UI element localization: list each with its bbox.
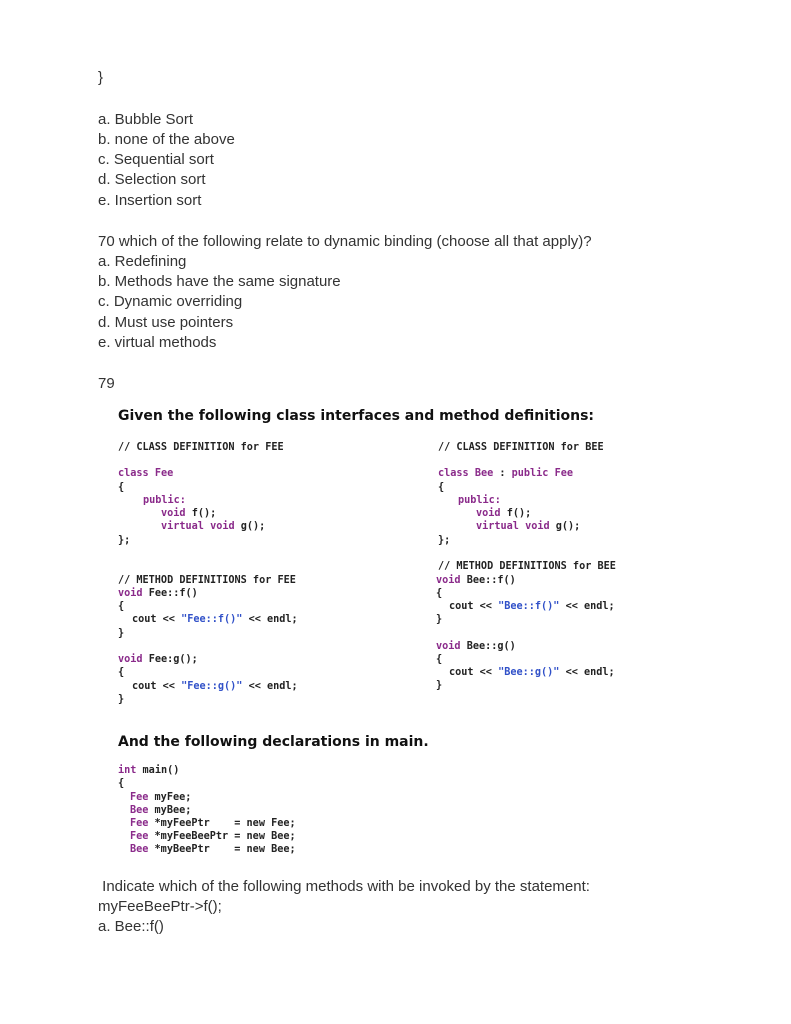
main-decl bbox=[130, 817, 296, 830]
main-decl bbox=[130, 791, 191, 804]
fee-f-close: } bbox=[118, 628, 125, 639]
method-sig: Fee:g(); bbox=[148, 654, 198, 665]
q79-number: 79 bbox=[98, 375, 115, 392]
fee-g-open: { bbox=[118, 667, 125, 678]
main-decl bbox=[130, 830, 296, 843]
keyword: void bbox=[161, 508, 186, 519]
decl-rest: myFee; bbox=[154, 792, 192, 803]
main-decl bbox=[130, 843, 296, 856]
fee-class-decl bbox=[118, 467, 173, 480]
q70-option-a: a. Redefining bbox=[98, 253, 187, 270]
method-sig: g(); bbox=[555, 521, 581, 532]
fee-f-signature bbox=[118, 587, 198, 600]
fee-class-method-g bbox=[161, 520, 265, 533]
q79-question-line2: myFeeBeePtr->f(); bbox=[98, 898, 222, 915]
class-name: Bee bbox=[474, 468, 494, 479]
decl-rest: *myBeePtr = new Bee; bbox=[154, 844, 296, 855]
type-name: Fee bbox=[130, 792, 149, 803]
prev-option-d: d. Selection sort bbox=[98, 171, 206, 188]
keyword: int bbox=[118, 765, 137, 776]
q79-question-line1: Indicate which of the following methods with be invoked by the statement: bbox=[98, 878, 590, 895]
string-literal: "Bee::f()" bbox=[498, 601, 560, 612]
bee-g-signature bbox=[436, 640, 516, 653]
bee-f-close: } bbox=[436, 614, 443, 625]
prev-option-a: a. Bubble Sort bbox=[98, 111, 194, 128]
q79-option-a: a. Bee::f() bbox=[98, 918, 164, 935]
cout: cout << bbox=[132, 614, 175, 625]
type-name: Fee bbox=[130, 831, 149, 842]
type-name: Bee bbox=[130, 844, 149, 855]
endl: << endl; bbox=[565, 601, 615, 612]
bee-f-open: { bbox=[436, 588, 443, 599]
bee-f-signature bbox=[436, 574, 516, 587]
endl: << endl; bbox=[248, 614, 298, 625]
cout: cout << bbox=[449, 667, 492, 678]
prev-option-e: e. Insertion sort bbox=[98, 192, 202, 209]
fee-class-close: }; bbox=[118, 535, 131, 546]
fee-class-access: public: bbox=[143, 495, 186, 506]
fee-g-body bbox=[132, 680, 298, 693]
bee-g-open: { bbox=[436, 654, 443, 665]
fee-class-open: { bbox=[118, 482, 125, 493]
method-sig: g(); bbox=[240, 521, 266, 532]
separator: : bbox=[499, 468, 506, 479]
method-sig: f(); bbox=[506, 508, 532, 519]
method-sig: Fee::f() bbox=[148, 588, 198, 599]
bee-class-close: }; bbox=[438, 535, 451, 546]
main-sig: main() bbox=[142, 765, 180, 776]
bee-f-body bbox=[449, 600, 615, 613]
figure-heading: Given the following class interfaces and method definitions: bbox=[118, 408, 595, 424]
bee-g-close: } bbox=[436, 680, 443, 691]
fee-f-body bbox=[132, 613, 298, 626]
endl: << endl; bbox=[565, 667, 615, 678]
keyword: void bbox=[436, 575, 461, 586]
decl-rest: *myFeePtr = new Fee; bbox=[154, 818, 296, 829]
method-sig: f(); bbox=[191, 508, 217, 519]
keyword: class bbox=[118, 468, 149, 479]
bee-g-body bbox=[449, 666, 615, 679]
string-literal: "Fee::g()" bbox=[181, 681, 243, 692]
method-sig: Bee::f() bbox=[466, 575, 516, 586]
keyword: class bbox=[438, 468, 469, 479]
prev-option-c: c. Sequential sort bbox=[98, 151, 214, 168]
bee-class-access: public: bbox=[458, 495, 501, 506]
bee-class-method-g bbox=[476, 520, 580, 533]
fee-g-close: } bbox=[118, 694, 125, 705]
keyword: public bbox=[511, 468, 549, 479]
q70-option-c: c. Dynamic overriding bbox=[98, 293, 243, 310]
bee-class-open: { bbox=[438, 482, 445, 493]
keyword: virtual void bbox=[476, 521, 550, 532]
main-signature bbox=[118, 764, 179, 777]
bee-class-method-f bbox=[476, 507, 531, 520]
fee-methods-comment: // METHOD DEFINITIONS for FEE bbox=[118, 575, 296, 586]
main-heading: And the following declarations in main. bbox=[118, 734, 429, 750]
string-literal: "Fee::f()" bbox=[181, 614, 243, 625]
base-class-name: Fee bbox=[554, 468, 573, 479]
cout: cout << bbox=[449, 601, 492, 612]
bee-class-decl bbox=[438, 467, 573, 480]
fee-class-comment: // CLASS DEFINITION for FEE bbox=[118, 442, 284, 453]
keyword: void bbox=[118, 588, 143, 599]
main-decl bbox=[130, 804, 191, 817]
keyword: virtual void bbox=[161, 521, 235, 532]
type-name: Fee bbox=[130, 818, 149, 829]
string-literal: "Bee::g()" bbox=[498, 667, 560, 678]
fee-class-method-f bbox=[161, 507, 216, 520]
method-sig: Bee::g() bbox=[466, 641, 516, 652]
cout: cout << bbox=[132, 681, 175, 692]
bee-methods-comment: // METHOD DEFINITIONS for BEE bbox=[438, 561, 616, 572]
keyword: void bbox=[118, 654, 143, 665]
prev-option-b: b. none of the above bbox=[98, 131, 235, 148]
keyword: void bbox=[476, 508, 501, 519]
q70-question: 70 which of the following relate to dynamic binding (choose all that apply)? bbox=[98, 233, 592, 250]
main-open: { bbox=[118, 778, 125, 789]
type-name: Bee bbox=[130, 805, 149, 816]
q70-option-b: b. Methods have the same signature bbox=[98, 273, 341, 290]
fee-f-open: { bbox=[118, 601, 125, 612]
bee-class-comment: // CLASS DEFINITION for BEE bbox=[438, 442, 604, 453]
fee-g-signature bbox=[118, 653, 198, 666]
decl-rest: myBee; bbox=[154, 805, 192, 816]
q70-option-e: e. virtual methods bbox=[98, 334, 217, 351]
decl-rest: *myFeeBeePtr = new Bee; bbox=[154, 831, 296, 842]
keyword: void bbox=[436, 641, 461, 652]
class-name: Fee bbox=[154, 468, 174, 479]
endl: << endl; bbox=[248, 681, 298, 692]
q70-option-d: d. Must use pointers bbox=[98, 314, 234, 331]
closing-brace: } bbox=[98, 69, 104, 86]
